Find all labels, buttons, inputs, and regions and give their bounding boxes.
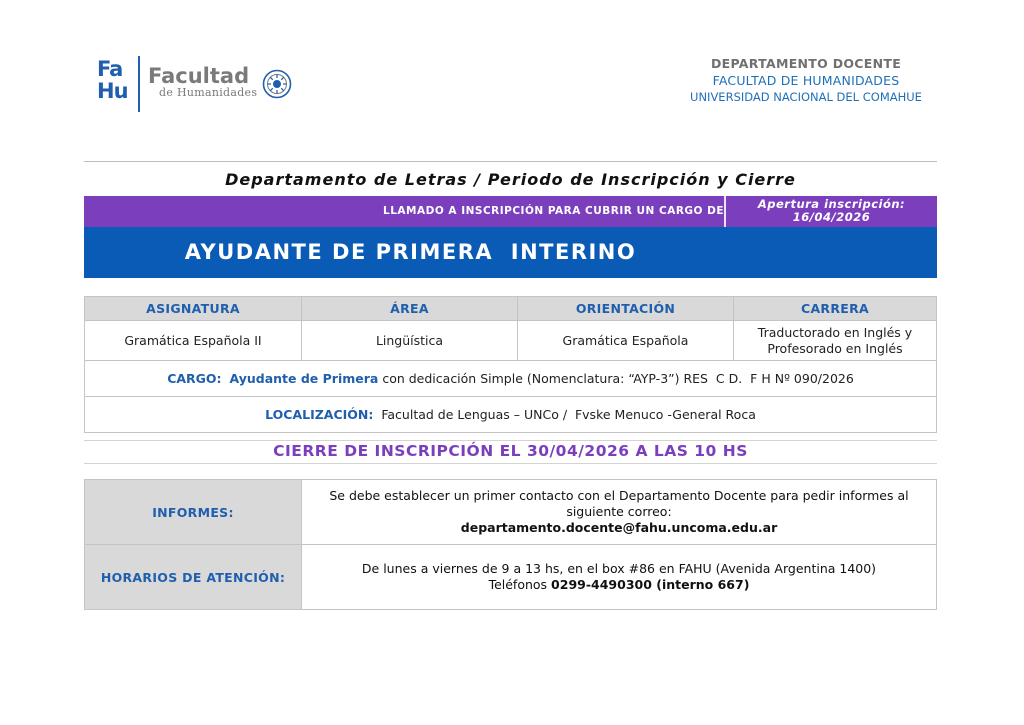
header-carrera: CARRERA xyxy=(734,297,937,321)
logo-subname: de Humanidades xyxy=(159,86,258,99)
cell-orientacion: Gramática Española xyxy=(518,321,734,361)
call-text: LLAMADO A INSCRIPCIÓN PARA CUBRIR UN CARGO DE xyxy=(383,205,724,217)
logo-mark xyxy=(97,58,128,102)
phone-number: 0299-4490300 (interno 667) xyxy=(551,577,750,592)
cargo-row xyxy=(85,361,937,397)
divider xyxy=(84,440,937,441)
divider xyxy=(84,161,937,162)
location-cell xyxy=(85,397,937,433)
cargo-name: Ayudante de Primera xyxy=(229,371,379,386)
horarios-label: HORARIOS DE ATENCIÓN: xyxy=(85,545,302,610)
cell-carrera: Traductorado en Inglés y Profesorado en Inglés xyxy=(734,321,937,361)
informes-text: Se debe establecer un primer contacto con el Departamento Docente para pedir informes al siguiente correo: xyxy=(329,488,909,519)
logo-mark-line1: Fa xyxy=(97,57,123,81)
cell-asignatura: Gramática Española II xyxy=(85,321,302,361)
location-label: LOCALIZACIÓN: xyxy=(265,407,374,422)
logo-divider xyxy=(138,56,140,112)
cargo-label: CARGO: xyxy=(167,371,222,386)
horarios-cell xyxy=(302,545,937,610)
opening-label: Apertura inscripción: xyxy=(757,197,906,211)
cell-area: Lingüística xyxy=(302,321,518,361)
header-area: ÁREA xyxy=(302,297,518,321)
call-banner xyxy=(84,196,937,227)
location-row xyxy=(85,397,937,433)
department-header xyxy=(676,56,936,104)
faculty-logo xyxy=(97,56,297,116)
faculty-line: FACULTAD DE HUMANIDADES xyxy=(712,73,900,88)
contact-email[interactable]: departamento.docente@fahu.uncoma.edu.ar xyxy=(460,520,778,535)
document-title: Departamento de Letras / Periodo de Inscripción y Cierre xyxy=(225,170,796,189)
logo-name: Facultad xyxy=(148,64,250,88)
divider xyxy=(84,463,937,464)
header-orientacion: ORIENTACIÓN xyxy=(518,297,734,321)
position-title: AYUDANTE DE PRIMERA INTERINO xyxy=(184,240,637,264)
location-value: Facultad de Lenguas – UNCo / Fvske Menuco -General Roca xyxy=(381,407,756,422)
phone-label: Teléfonos xyxy=(488,577,548,592)
university-line: UNIVERSIDAD NACIONAL DEL COMAHUE xyxy=(690,90,922,104)
table-header-row xyxy=(85,297,937,321)
dept-line: DEPARTAMENTO DOCENTE xyxy=(710,56,902,71)
university-seal-icon xyxy=(262,69,292,99)
header-asignatura: ASIGNATURA xyxy=(85,297,302,321)
cargo-cell xyxy=(85,361,937,397)
position-banner xyxy=(84,227,937,278)
informes-cell xyxy=(302,480,937,545)
horarios-row xyxy=(85,545,937,610)
informes-row xyxy=(85,480,937,545)
opening-date-box xyxy=(726,198,937,224)
informes-label: INFORMES: xyxy=(85,480,302,545)
cargo-details: con dedicación Simple (Nomenclatura: “AYP-3”) RES C D. F H Nº 090/2026 xyxy=(378,371,854,386)
contact-info-table xyxy=(84,479,937,610)
logo-mark-line2: Hu xyxy=(97,79,128,103)
closing-notice: CIERRE DE INSCRIPCIÓN EL 30/04/2026 A LAS 10 HS xyxy=(273,442,748,460)
position-details-table xyxy=(84,296,937,433)
table-row xyxy=(85,321,937,361)
horarios-text: De lunes a viernes de 9 a 13 hs, en el box #86 en FAHU (Avenida Argentina 1400) xyxy=(361,561,877,576)
opening-date: 16/04/2026 xyxy=(792,210,871,224)
phone-line xyxy=(308,577,930,593)
